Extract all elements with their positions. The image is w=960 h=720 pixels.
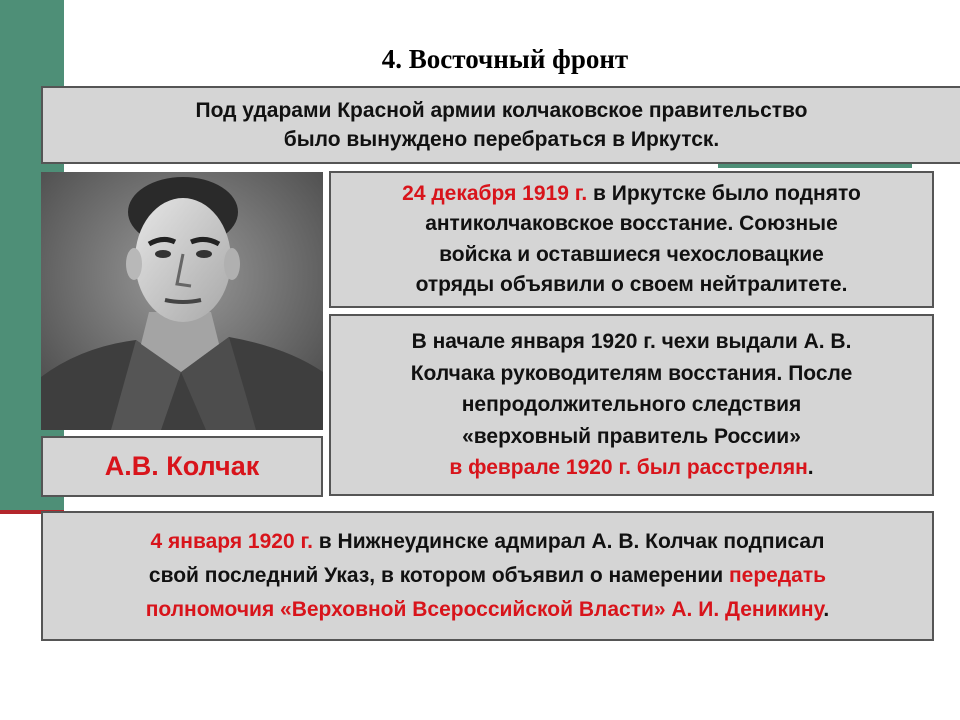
december-line-3: войска и оставшиеся чехословацкие: [439, 242, 824, 266]
decree-textbox: [41, 511, 934, 641]
intro-line-2: было вынуждено перебраться в Иркутск.: [283, 128, 720, 151]
january-line-1: В начале января 1920 г. чехи выдали А. В.: [411, 330, 852, 354]
january-line-5: [449, 452, 813, 484]
decree-date: 4 января 1920 г.: [150, 530, 313, 553]
decree-line-1-text: в Нижнеудинске адмирал А. В. Колчак подписал: [312, 530, 825, 553]
portrait-caption: А.В. Колчак: [41, 436, 323, 497]
decree-line-3: [146, 593, 830, 627]
january-line-3: непродолжительного следствия: [461, 393, 802, 417]
intro-line-1: Под ударами Красной армии колчаковское правительство: [195, 99, 808, 122]
january-line-5-end: .: [807, 456, 814, 480]
december-line-4: отряды объявили о своем нейтралитете.: [415, 273, 848, 296]
decree-line-2-red: передать: [728, 564, 827, 587]
january-extradition-textbox: [329, 314, 934, 496]
decree-line-2-text: свой последний Указ, в котором объявил о намерении: [148, 564, 729, 587]
january-line-4: «верховный правитель России»: [462, 424, 801, 448]
december-line-1-text: в Иркутске было поднято: [587, 181, 861, 205]
kolchak-portrait: [41, 172, 323, 430]
december-line-1: [402, 179, 861, 210]
intro-textbox: [41, 86, 960, 164]
january-line-2: Колчака руководителям восстания. После: [410, 361, 853, 385]
december-line-2: антиколчаковское восстание. Союзные: [425, 212, 838, 235]
execution-text: в феврале 1920 г. был расстрелян: [449, 456, 808, 480]
decree-line-3-red: полномочия «Верховной Всероссийской Власти» А. И. Деникину: [145, 598, 824, 621]
decree-line-3-end: .: [823, 598, 830, 621]
decree-line-1: [151, 525, 825, 559]
december-uprising-textbox: [329, 171, 934, 308]
slide-title: 4. Восточный фронт: [381, 44, 629, 74]
december-date: 24 декабря 1919 г.: [402, 181, 588, 205]
decree-line-2: [149, 559, 826, 593]
